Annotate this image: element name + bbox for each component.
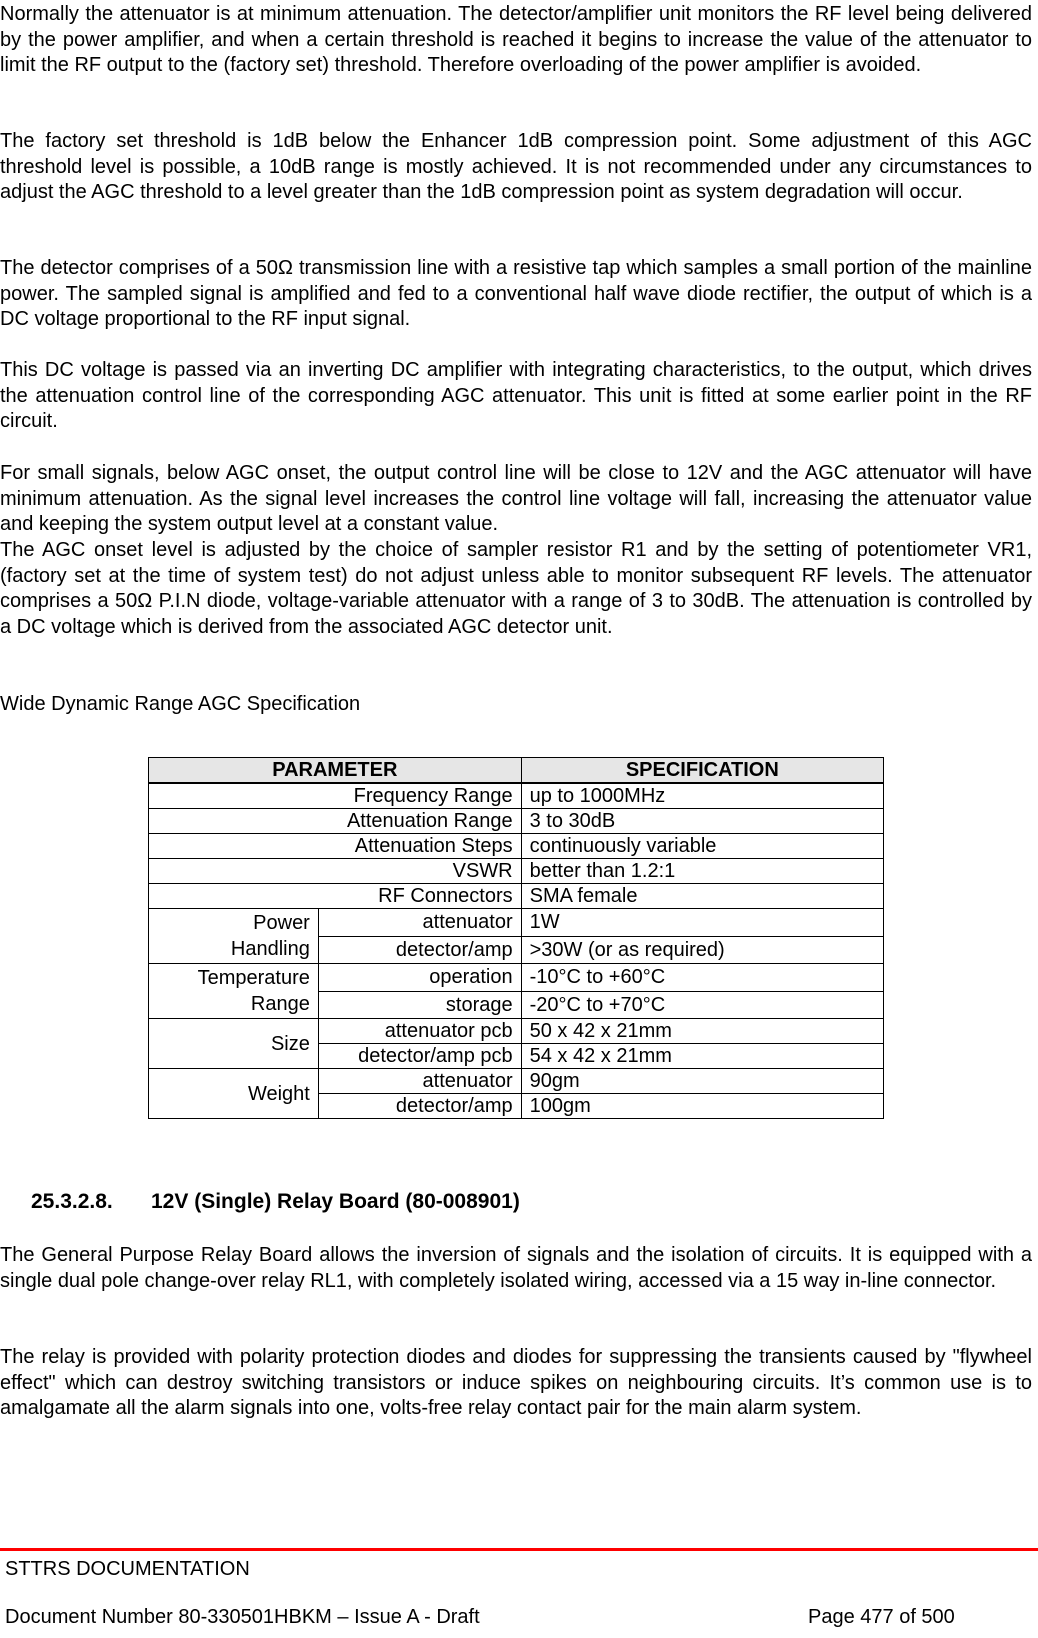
group-label-temperature-range	[149, 964, 319, 1019]
footer-page-number: Page 477 of 500	[808, 1606, 955, 1628]
header-specification: SPECIFICATION	[521, 758, 883, 784]
footer-doc-number: Document Number 80-330501HBKM – Issue A - Draft	[5, 1606, 480, 1628]
table-row	[149, 859, 884, 884]
table-row	[149, 1069, 884, 1094]
table-row	[149, 1019, 884, 1044]
table-header-row	[149, 758, 884, 784]
group-label-line: Weight	[247, 1082, 310, 1105]
value-cell: 100gm	[521, 1094, 883, 1119]
agc-spec-table	[148, 757, 884, 1119]
group-label-line: Temperature	[197, 967, 310, 989]
group-label-line: Handling	[230, 938, 310, 960]
value-cell: 50 x 42 x 21mm	[521, 1019, 883, 1044]
value-cell: -20°C to +70°C	[521, 991, 883, 1019]
value-cell: better than 1.2:1	[521, 859, 883, 884]
sub-param-cell: detector/amp	[318, 936, 521, 964]
sub-param-cell: attenuator pcb	[318, 1019, 521, 1044]
value-cell: up to 1000MHz	[521, 783, 883, 809]
param-cell: Attenuation Steps	[149, 834, 522, 859]
value-cell: 1W	[521, 909, 883, 937]
group-label-weight	[149, 1069, 319, 1119]
paragraph-agc-onset: The AGC onset level is adjusted by the choice of sampler resistor R1 and by the setting of potentiometer VR1, (factory set at the time of system test) do not adjust unless able to monitor subsequent RF levels. The attenuator comprises a 50Ω P.I.N diode, voltage-variable attenuator with a range of 3 to 30dB. The attenuation is controlled by a DC voltage which is derived from the associated AGC detector unit.	[0, 539, 1032, 638]
paragraph-dc-voltage: This DC voltage is passed via an inverting DC amplifier with integrating characteristics, to the output, which drives the attenuation control line of the corresponding AGC attenuator. This unit is fitted at some earlier point in the RF circuit.	[0, 359, 1032, 432]
group-label-power-handling	[149, 909, 319, 964]
paragraph-small-signals: For small signals, below AGC onset, the output control line will be close to 12V and the AGC attenuator will have minimum attenuation. As the signal level increases the control line voltage will fall, increasing the attenuator value and keeping the system output level at a constant value.	[0, 462, 1032, 535]
sub-param-cell: detector/amp	[318, 1094, 521, 1119]
paragraph-relay-board: The General Purpose Relay Board allows the inversion of signals and the isolation of circuits. It is equipped with a single dual pole change-over relay RL1, with completely isolated wiring, accessed via a 15 way in-line connector.	[0, 1244, 1032, 1292]
header-parameter: PARAMETER	[149, 758, 522, 784]
param-cell: Frequency Range	[149, 783, 522, 809]
section-title: 12V (Single) Relay Board (80-008901)	[151, 1190, 520, 1213]
value-cell: 90gm	[521, 1069, 883, 1094]
paragraph-detector: The detector comprises of a 50Ω transmission line with a resistive tap which samples a small portion of the mainline power. The sampled signal is amplified and fed to a conventional half wave diode rectifier, the output of which is a DC voltage proportional to the RF input signal.	[0, 257, 1032, 330]
paragraph-relay-protection: The relay is provided with polarity protection diodes and diodes for suppressing the transients caused by "flywheel effect" which can destroy switching transistors or induce spikes on neighbouring circuits. It’s common use is to amalgamate all the alarm signals into one, volts-free relay contact pair for the main alarm system.	[0, 1346, 1032, 1419]
paragraph-attenuator-operation: Normally the attenuator is at minimum attenuation. The detector/amplifier unit monitors the RF level being delivered by the power amplifier, and when a certain threshold is reached it begins to increase the value of the attenuator to limit the RF output to the (factory set) threshold. Therefore overloading of the power amplifier is avoided.	[0, 3, 1032, 76]
group-label-size	[149, 1019, 319, 1069]
section-number: 25.3.2.8.	[31, 1190, 113, 1213]
table-row	[149, 809, 884, 834]
footer-doc-title: STTRS DOCUMENTATION	[5, 1558, 250, 1580]
group-label-line: Power	[253, 912, 310, 934]
value-cell: SMA female	[521, 884, 883, 909]
value-cell: continuously variable	[521, 834, 883, 859]
table-row	[149, 783, 884, 809]
value-cell: 54 x 42 x 21mm	[521, 1044, 883, 1069]
value-cell: >30W (or as required)	[521, 936, 883, 964]
paragraph-factory-threshold: The factory set threshold is 1dB below the Enhancer 1dB compression point. Some adjustment of this AGC threshold level is possible, a 10dB range is mostly achieved. It is not recommended under any circumstances to adjust the AGC threshold to a level greater than the 1dB compression point as system degradation will occur.	[0, 130, 1032, 203]
sub-param-cell: operation	[318, 964, 521, 992]
param-cell: Attenuation Range	[149, 809, 522, 834]
value-cell: -10°C to +60°C	[521, 964, 883, 992]
sub-param-cell: attenuator	[318, 1069, 521, 1094]
group-label-line: Size	[270, 1032, 310, 1055]
sub-param-cell: storage	[318, 991, 521, 1019]
table-caption: Wide Dynamic Range AGC Specification	[0, 693, 361, 715]
section-heading	[31, 1190, 520, 1214]
param-cell: RF Connectors	[149, 884, 522, 909]
param-cell: VSWR	[149, 859, 522, 884]
table-row	[149, 834, 884, 859]
table-row	[149, 884, 884, 909]
table-row	[149, 909, 884, 937]
sub-param-cell: detector/amp pcb	[318, 1044, 521, 1069]
group-label-line: Range	[250, 993, 310, 1015]
table-row	[149, 964, 884, 992]
value-cell: 3 to 30dB	[521, 809, 883, 834]
sub-param-cell: attenuator	[318, 909, 521, 937]
footer-divider	[0, 1548, 1038, 1551]
